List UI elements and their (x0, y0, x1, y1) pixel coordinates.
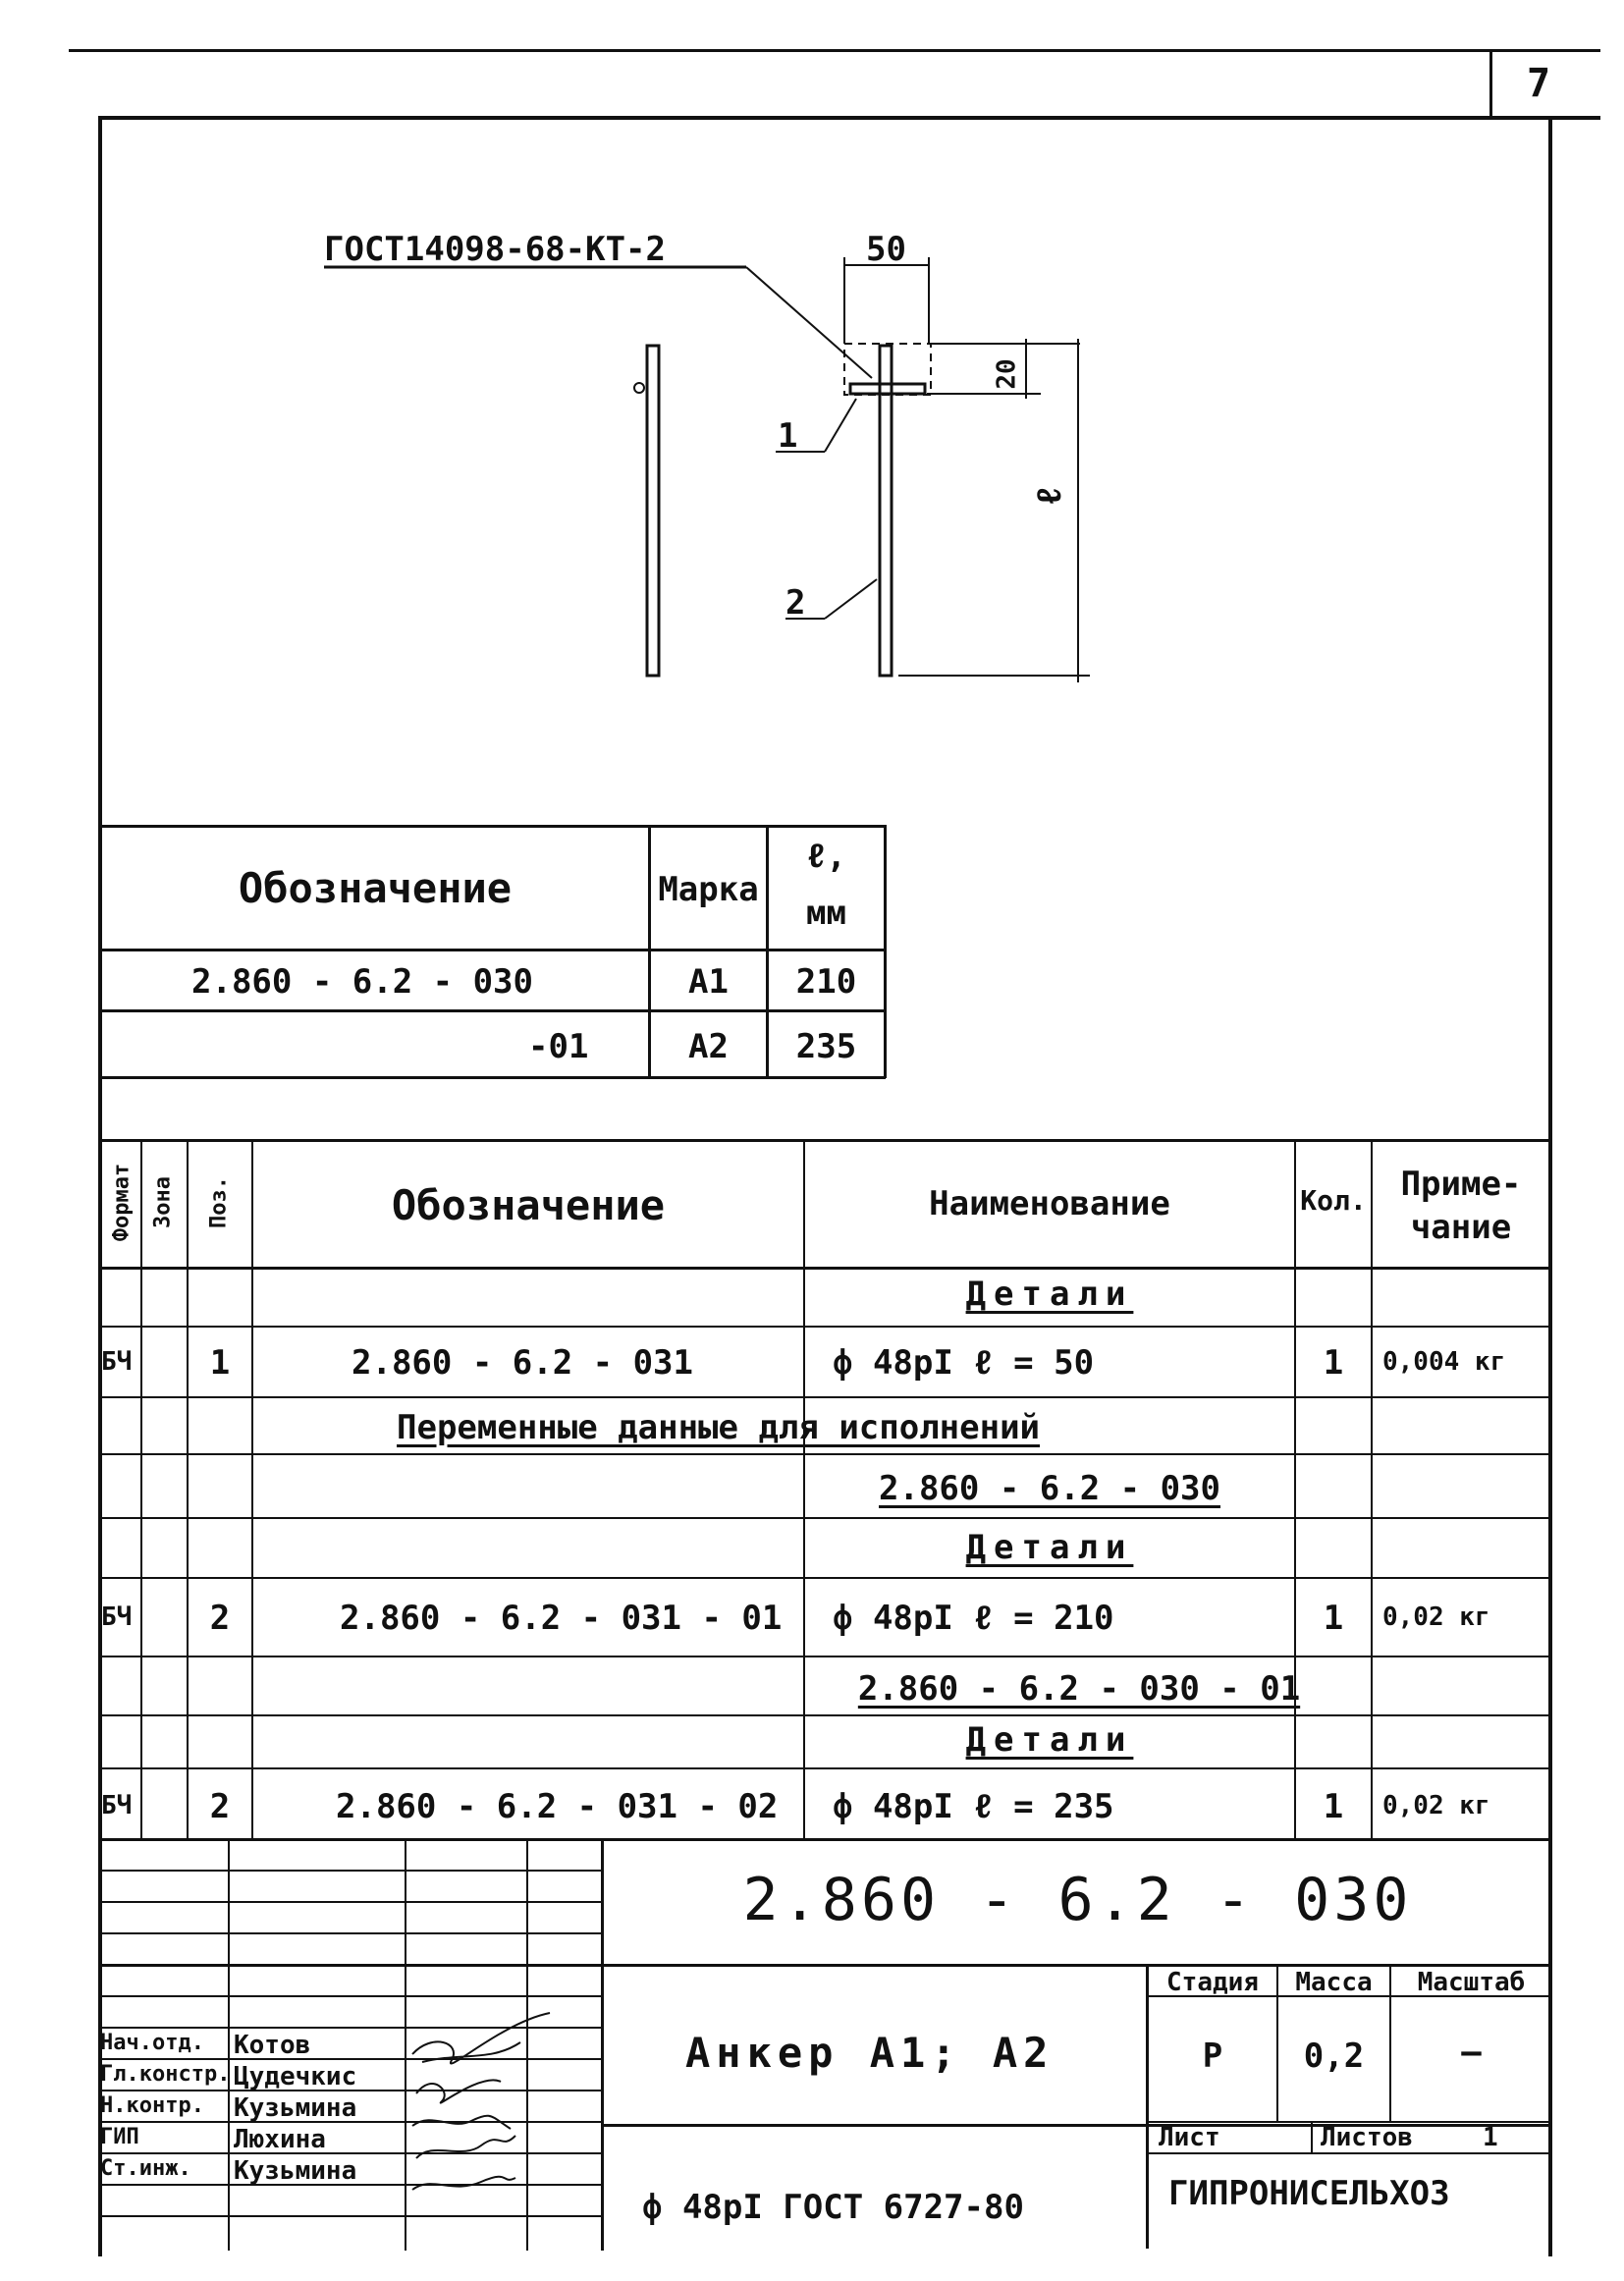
spec-section-heading: Детали (965, 1720, 1134, 1760)
sheet-label: Лист (1159, 2123, 1220, 2152)
spec-section-heading: Детали (965, 1275, 1134, 1314)
spec-section-heading: Детали (965, 1528, 1134, 1567)
marks-header-length-symbol: ℓ, (806, 837, 846, 876)
spec-header-qty: Кол. (1300, 1184, 1367, 1217)
spec-header-format: Формат (109, 1163, 135, 1242)
spec-variant-030-01: 2.860 - 6.2 - 030 - 01 (857, 1669, 1301, 1709)
marks-row-2-mark: А2 (688, 1027, 729, 1066)
spec-row-3-designation: 2.860 - 6.2 - 031 - 02 (336, 1787, 779, 1826)
marks-row-1-designation: 2.860 - 6.2 - 030 (191, 962, 533, 1002)
sheets-count: 1 (1483, 2123, 1498, 2152)
sig-name-3: Кузьмина (234, 2093, 357, 2123)
sig-name-5: Кузьмина (234, 2156, 357, 2186)
marks-header-length-unit: мм (806, 894, 846, 933)
spec-row-2-qty: 1 (1323, 1599, 1344, 1638)
standard-callout: ГОСТ14098-68-КТ-2 (324, 230, 666, 269)
sig-role-5: Ст.инж. (100, 2156, 191, 2181)
marks-row-2-length: 235 (795, 1027, 857, 1066)
scale-label: Масштаб (1417, 1968, 1526, 1997)
dim-length-label: ℓ (1030, 485, 1070, 507)
sig-role-4: ГИП (100, 2125, 139, 2149)
spec-row-1-note: 0,004 кг (1382, 1347, 1506, 1377)
spec-header-note-2: чание (1410, 1208, 1512, 1247)
sig-role-2: Гл.констр. (100, 2062, 231, 2087)
scale-value: — (1461, 2033, 1482, 2072)
spec-row-1-designation: 2.860 - 6.2 - 031 (352, 1343, 693, 1383)
spec-row-1-format: БЧ (101, 1347, 133, 1377)
sig-name-4: Люхина (234, 2125, 326, 2154)
stage-label: Стадия (1166, 1968, 1259, 1997)
material-spec: ф 48рI ГОСТ 6727-80 (642, 2188, 1024, 2227)
spec-row-3-pos: 2 (209, 1787, 231, 1826)
marks-header-mark: Марка (658, 870, 759, 909)
mass-label: Масса (1295, 1968, 1373, 1997)
sig-name-2: Цудечкис (234, 2062, 357, 2091)
sig-name-1: Котов (234, 2031, 311, 2060)
spec-header-zone: Зона (150, 1176, 176, 1228)
spec-row-2-designation: 2.860 - 6.2 - 031 - 01 (340, 1599, 783, 1638)
organization: ГИПРОНИСЕЛЬХОЗ (1168, 2174, 1450, 2213)
sheets-label: Листов (1321, 2123, 1413, 2152)
spec-row-3-qty: 1 (1323, 1787, 1344, 1826)
marks-row-1-mark: А1 (688, 962, 729, 1002)
spec-row-2-note: 0,02 кг (1382, 1602, 1490, 1632)
spec-header-pos: Поз. (206, 1176, 232, 1228)
spec-row-3-format: БЧ (101, 1791, 133, 1820)
sig-role-3: Н.контр. (100, 2093, 204, 2118)
doc-title: Анкер А1; А2 (685, 2029, 1055, 2077)
sheet-number: 7 (1527, 61, 1551, 106)
spec-variable-data-heading: Переменные данные для исполнений (397, 1408, 1041, 1447)
dim-height-label: 20 (992, 358, 1022, 390)
doc-number: 2.860 - 6.2 - 030 (742, 1866, 1413, 1934)
spec-row-3-name: ф 48рI ℓ = 235 (833, 1787, 1114, 1826)
dim-width-label: 50 (866, 230, 906, 269)
handwritten-signatures (403, 2003, 569, 2200)
marks-row-2-designation: -01 (528, 1027, 589, 1066)
spec-header-note-1: Приме- (1400, 1165, 1522, 1204)
position-1-label: 1 (778, 416, 798, 456)
marks-header-designation: Обозначение (238, 864, 513, 912)
position-2-label: 2 (785, 583, 806, 623)
spec-header-name: Наименование (929, 1184, 1170, 1223)
spec-row-1-name: ф 48рI ℓ = 50 (833, 1343, 1095, 1383)
spec-variant-030: 2.860 - 6.2 - 030 (879, 1469, 1220, 1508)
mass-value: 0,2 (1303, 2037, 1365, 2076)
spec-row-3-note: 0,02 кг (1382, 1791, 1490, 1820)
stage-value: Р (1202, 2037, 1223, 2076)
spec-row-2-pos: 2 (209, 1599, 231, 1638)
spec-row-1-pos: 1 (209, 1343, 231, 1383)
spec-row-2-name: ф 48рI ℓ = 210 (833, 1599, 1114, 1638)
marks-row-1-length: 210 (795, 962, 857, 1002)
spec-header-designation: Обозначение (391, 1181, 666, 1229)
spec-row-2-format: БЧ (101, 1602, 133, 1632)
spec-row-1-qty: 1 (1323, 1343, 1344, 1383)
sig-role-1: Нач.отд. (100, 2031, 204, 2055)
